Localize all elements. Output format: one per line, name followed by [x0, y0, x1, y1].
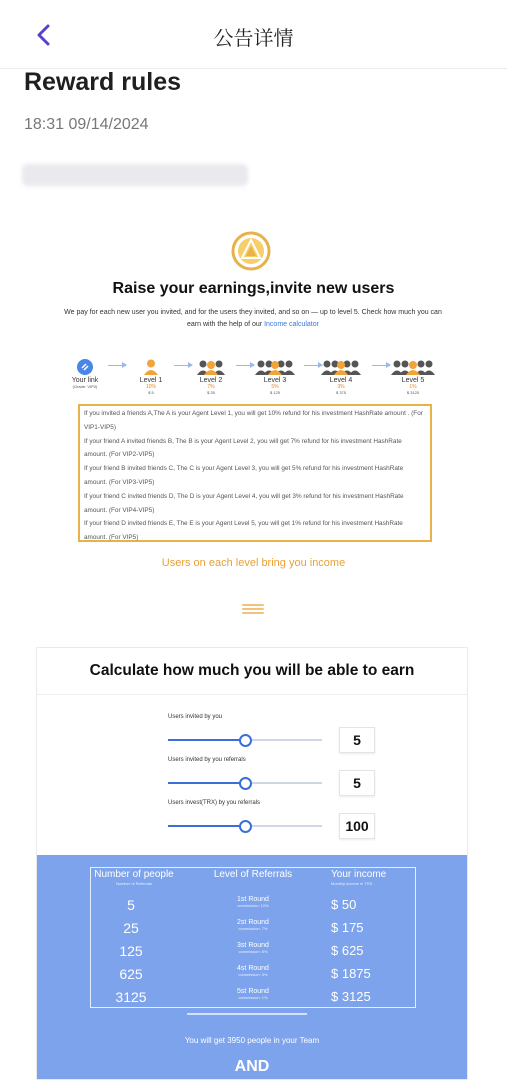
table-row: 125 3st Round commission: 5% $ 625 [119, 942, 364, 959]
slider-value[interactable]: 100 [339, 813, 375, 839]
level-item-5: Level 5 1% $ 3125 [383, 357, 443, 395]
income-note: Users on each level bring you income [161, 557, 346, 569]
rule-text: If you invited a friends A,The A is your Agent Level 1, you will get 10% refund for his investment HashRate amount . (For VIP1-VIP5) [84, 410, 423, 431]
column-header: Your income [331, 869, 387, 880]
table-row: 5 1st Round commission: 10% $ 50 [127, 896, 357, 913]
group-icon [255, 359, 295, 375]
hero-description-text: We pay for each new user you invited, and for the users they invited, and so on — up to level 5. Check how much you can earn with the help of our [64, 309, 442, 328]
level-item-your-link: Your link (Grade: VIP0) [55, 357, 115, 389]
level-item-2: Level 2 7% $ 35 [181, 357, 241, 395]
brand-logo-icon [231, 231, 271, 271]
and-heading: AND [234, 1058, 270, 1075]
column-subheader: Number of Referrals [115, 881, 152, 886]
slider-value[interactable]: 5 [339, 770, 375, 796]
slider-label: Users invited by you referrals [168, 757, 246, 763]
person-icon [144, 359, 158, 375]
column-header: Level of Referrals [213, 869, 293, 880]
table-row: 25 2st Round commission: 7% $ 175 [123, 919, 364, 936]
slider-track[interactable] [168, 739, 322, 741]
calculator-title: Calculate how much you will be able to earn [89, 662, 415, 679]
rule-text: If your friend A invited friends B, The B is your Agent Level 2, you will get 7% refund for his investment HashRate amount. (For VIP2-VIP5) [84, 437, 402, 459]
column-subheader: Monthly income in TRX [331, 881, 373, 886]
link-icon [77, 359, 93, 375]
group-icon [391, 359, 435, 375]
hero-description [62, 307, 444, 331]
results-panel [37, 855, 467, 1080]
earnings-calculator [36, 647, 468, 1080]
slider-handle[interactable] [239, 820, 252, 833]
divider [187, 1013, 307, 1015]
slider-referral-invites [168, 757, 378, 791]
article-timestamp: 18:31 09/14/2024 [24, 116, 149, 133]
blurred-text [22, 164, 248, 186]
article-title: Reward rules [24, 68, 182, 96]
slider-users-invited [168, 714, 378, 748]
rule-text: If your friend B invited friends C, The C is your Agent Level 3, you will get 5% refund for his investment HashRate amount. (For VIP3-VIP5) [84, 465, 404, 486]
level-item-3: Level 3 5% $ 125 [245, 357, 305, 395]
group-icon [195, 359, 227, 375]
column-header: Number of people [94, 869, 174, 880]
results-table [90, 867, 416, 1008]
slider-label: Users invest(TRX) by you referrals [168, 800, 261, 806]
referral-levels [70, 357, 440, 403]
income-calculator-link[interactable]: Income calculator [264, 321, 319, 328]
group-icon [321, 359, 361, 375]
slider-handle[interactable] [239, 777, 252, 790]
equals-divider-icon [242, 602, 264, 614]
slider-referral-invest [168, 800, 378, 834]
rules-box [78, 404, 432, 542]
level-item-1: Level 1 10% $ 5 [121, 357, 181, 395]
slider-label: Users invited by you [168, 714, 223, 720]
team-size-text: You will get 3950 people in your Team [184, 1036, 320, 1045]
table-row: 625 4st Round commission: 3% $ 1875 [119, 965, 371, 982]
rule-text: If your friend D invited friends E, The E is your Agent Level 5, you will get 1% refund for his investment HashRate amount. (For VIP5) [84, 520, 403, 542]
slider-handle[interactable] [239, 734, 252, 747]
level-item-4: Level 4 3% $ 375 [311, 357, 371, 395]
rule-text: If your friend C invited friends D, The D is your Agent Level 4, you will get 3% refund for his investment HashRate amount. (For VIP4-VIP5) [84, 492, 404, 514]
nav-title: 公告详情 [213, 26, 294, 50]
top-nav-bar [0, 0, 507, 69]
table-row: 3125 5st Round commission: 1% $ 3125 [115, 988, 371, 1005]
slider-value[interactable]: 5 [339, 727, 375, 753]
slider-track[interactable] [168, 782, 322, 784]
hero-headline: Raise your earnings,invite new users [112, 280, 395, 297]
slider-track[interactable] [168, 825, 322, 827]
